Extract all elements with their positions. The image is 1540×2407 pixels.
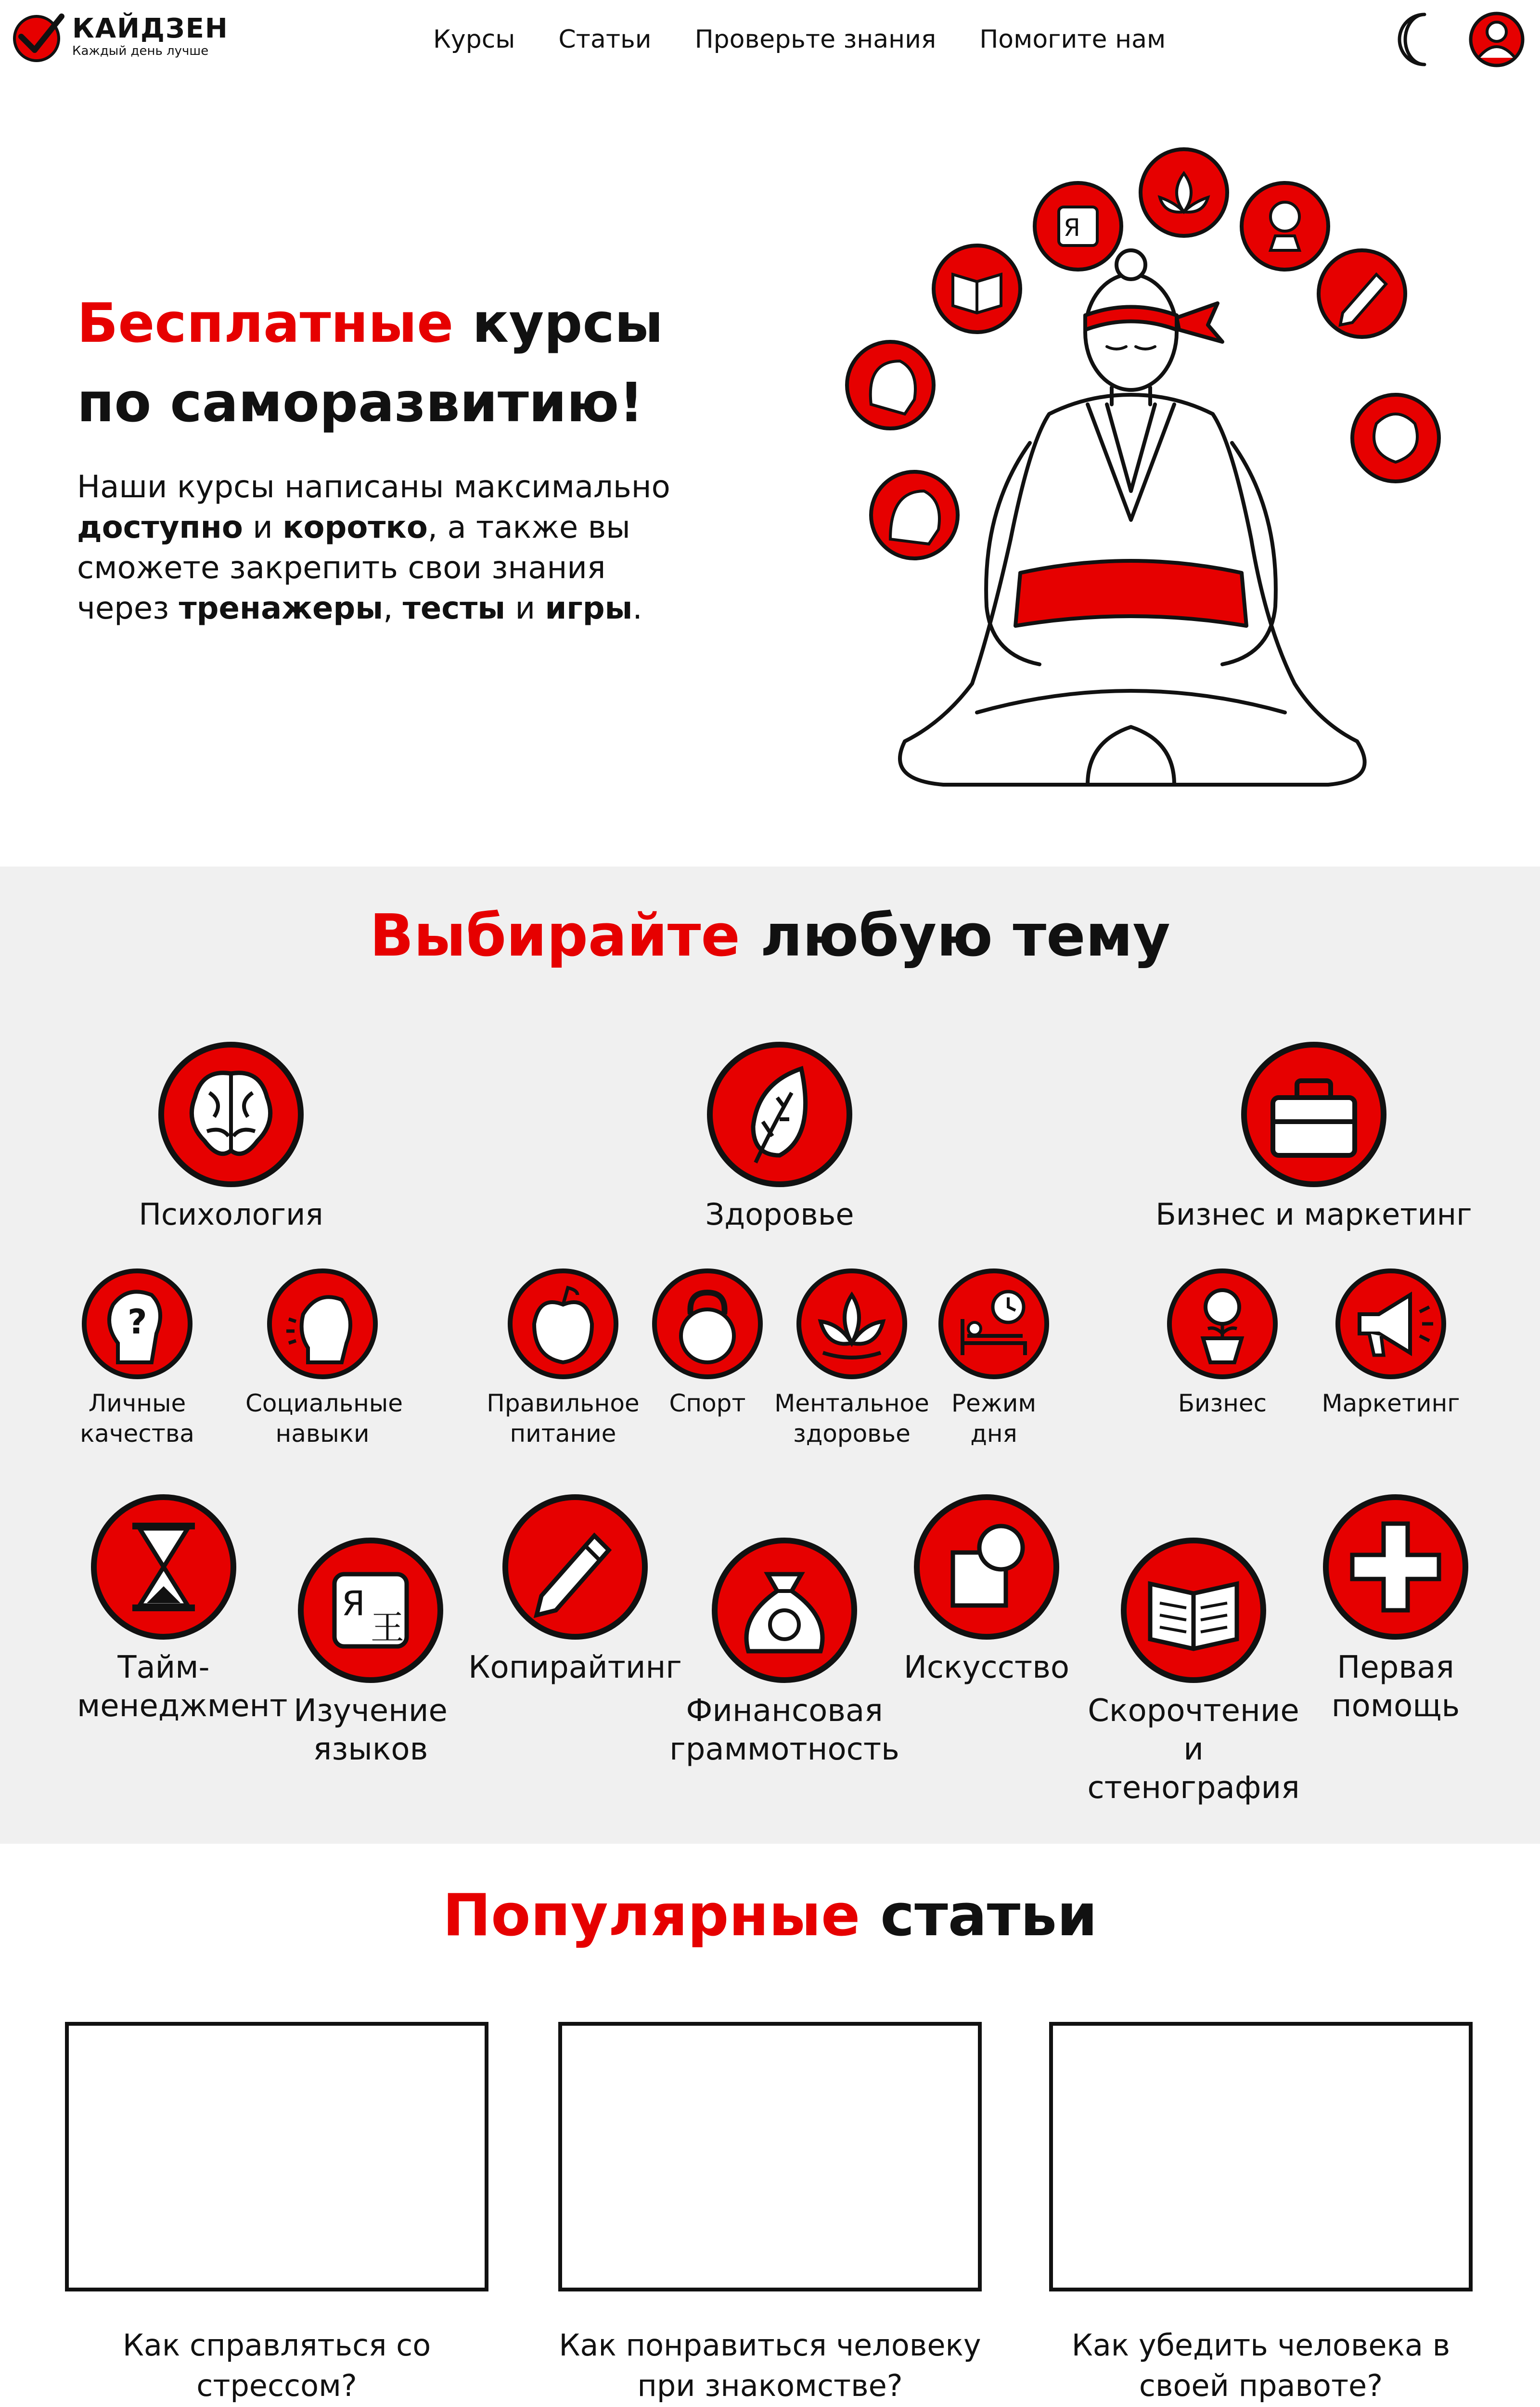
svg-text:王: 王 [371, 1608, 404, 1647]
hero-title: Бесплатные курсы по саморазвитию! [77, 292, 664, 434]
article-title[interactable]: Как справляться со стрессом? [122, 2328, 431, 2403]
brain-icon [156, 1040, 306, 1189]
nav-courses[interactable]: Курсы [433, 25, 515, 54]
site-header [0, 0, 1540, 82]
topic-health[interactable] [679, 1040, 881, 1233]
article-thumbnail[interactable] [1049, 2022, 1473, 2291]
hero-section [0, 82, 1540, 867]
svg-text:?: ? [128, 1302, 147, 1342]
article-card[interactable] [65, 2022, 488, 2406]
lotus-icon [794, 1266, 910, 1382]
logo-checkmark-icon [12, 10, 65, 64]
topics-title: Выбирайте любую тему [370, 903, 1170, 970]
topic-label: Режим дня [951, 1389, 1037, 1448]
topic-label: Изучение языков [294, 1693, 448, 1767]
megaphone-icon [1333, 1266, 1449, 1382]
apple-icon [505, 1266, 621, 1382]
profile-icon[interactable] [1468, 11, 1526, 68]
logo-title: КАЙДЗЕН [72, 13, 229, 44]
meditating-samurai-illustration [818, 144, 1444, 818]
nav-articles[interactable]: Статьи [558, 25, 652, 54]
logo[interactable] [12, 10, 229, 64]
shapes-icon [912, 1492, 1061, 1642]
topic-label: Здоровье [705, 1197, 854, 1232]
money-plant-icon [1165, 1266, 1280, 1382]
article-thumbnail[interactable] [65, 2022, 488, 2291]
svg-text:Я: Я [342, 1584, 365, 1623]
article-card[interactable] [1049, 2022, 1473, 2406]
article-title[interactable]: Как понравиться человеку при знакомстве? [559, 2328, 981, 2403]
article-thumbnail[interactable] [558, 2022, 982, 2291]
topic-time-management[interactable] [77, 1492, 288, 1725]
topic-label: Психология [139, 1197, 323, 1232]
nav-check-knowledge[interactable]: Проверьте знания [694, 25, 937, 54]
topic-label: Копирайтинг [468, 1650, 682, 1685]
topic-mental-health[interactable] [770, 1266, 934, 1449]
topic-business[interactable] [1155, 1266, 1290, 1419]
head-question-icon [79, 1266, 195, 1382]
topic-label: Бизнес и маркетинг [1155, 1197, 1472, 1232]
nav-help-us[interactable]: Помогите нам [979, 25, 1166, 54]
topic-copywriting[interactable] [462, 1492, 688, 1687]
topic-label: Скорочтение и стенография [1087, 1693, 1300, 1806]
topic-label: Правильное питание [487, 1389, 640, 1448]
plus-icon [1321, 1492, 1470, 1642]
topic-sport[interactable] [645, 1266, 770, 1419]
topic-art[interactable] [890, 1492, 1083, 1687]
svg-text:Я: Я [1064, 214, 1080, 242]
topic-languages[interactable] [279, 1536, 462, 1769]
speaking-head-icon [265, 1266, 380, 1382]
money-bag-icon [710, 1536, 859, 1685]
language-icon [296, 1536, 445, 1685]
topic-speed-reading[interactable] [1073, 1536, 1314, 1807]
topic-label: Бизнес [1178, 1389, 1267, 1417]
topic-social-skills[interactable] [245, 1266, 403, 1449]
topic-label: Финансовая граммотность [669, 1693, 899, 1767]
topic-first-aid[interactable] [1309, 1492, 1482, 1725]
bed-clock-icon [936, 1266, 1052, 1382]
topic-label: Искусство [903, 1650, 1070, 1685]
topic-financial-literacy[interactable] [664, 1536, 905, 1769]
topic-daily-routine[interactable] [934, 1266, 1054, 1449]
topic-label: Первая помощь [1331, 1650, 1460, 1724]
leaf-icon [705, 1040, 854, 1189]
article-title[interactable]: Как убедить человека в своей правоте? [1071, 2328, 1450, 2403]
articles-title: Популярные статьи [442, 1882, 1098, 1949]
topic-marketing[interactable] [1319, 1266, 1463, 1419]
topic-business-marketing[interactable] [1145, 1040, 1482, 1233]
moon-icon[interactable] [1396, 11, 1449, 68]
topic-label: Маркетинг [1322, 1389, 1460, 1417]
topic-label: Тайм- менеджмент [77, 1650, 288, 1724]
main-nav [433, 25, 1166, 54]
topic-nutrition[interactable] [481, 1266, 645, 1449]
logo-slogan: Каждый день лучше [72, 44, 209, 58]
topic-label: Личные качества [80, 1389, 194, 1448]
kettlebell-icon [650, 1266, 765, 1382]
topic-label: Спорт [669, 1389, 746, 1417]
article-card[interactable] [558, 2022, 982, 2406]
briefcase-icon [1239, 1040, 1388, 1189]
topic-psychology[interactable] [130, 1040, 332, 1233]
hero-description: Наши курсы написаны максимально доступно и коротко, а также вы сможете закрепить свои знания через тренажеры, тесты и игры. [77, 469, 670, 626]
popular-articles-section [0, 1844, 1540, 2407]
open-book-icon [1119, 1536, 1268, 1685]
topic-personal-qualities[interactable] [67, 1266, 207, 1449]
topic-label: Социальные навыки [245, 1389, 403, 1448]
topics-section [0, 867, 1540, 1844]
hourglass-icon [89, 1492, 238, 1642]
pencil-icon [500, 1492, 650, 1642]
topic-label: Ментальное здоровье [774, 1389, 929, 1448]
